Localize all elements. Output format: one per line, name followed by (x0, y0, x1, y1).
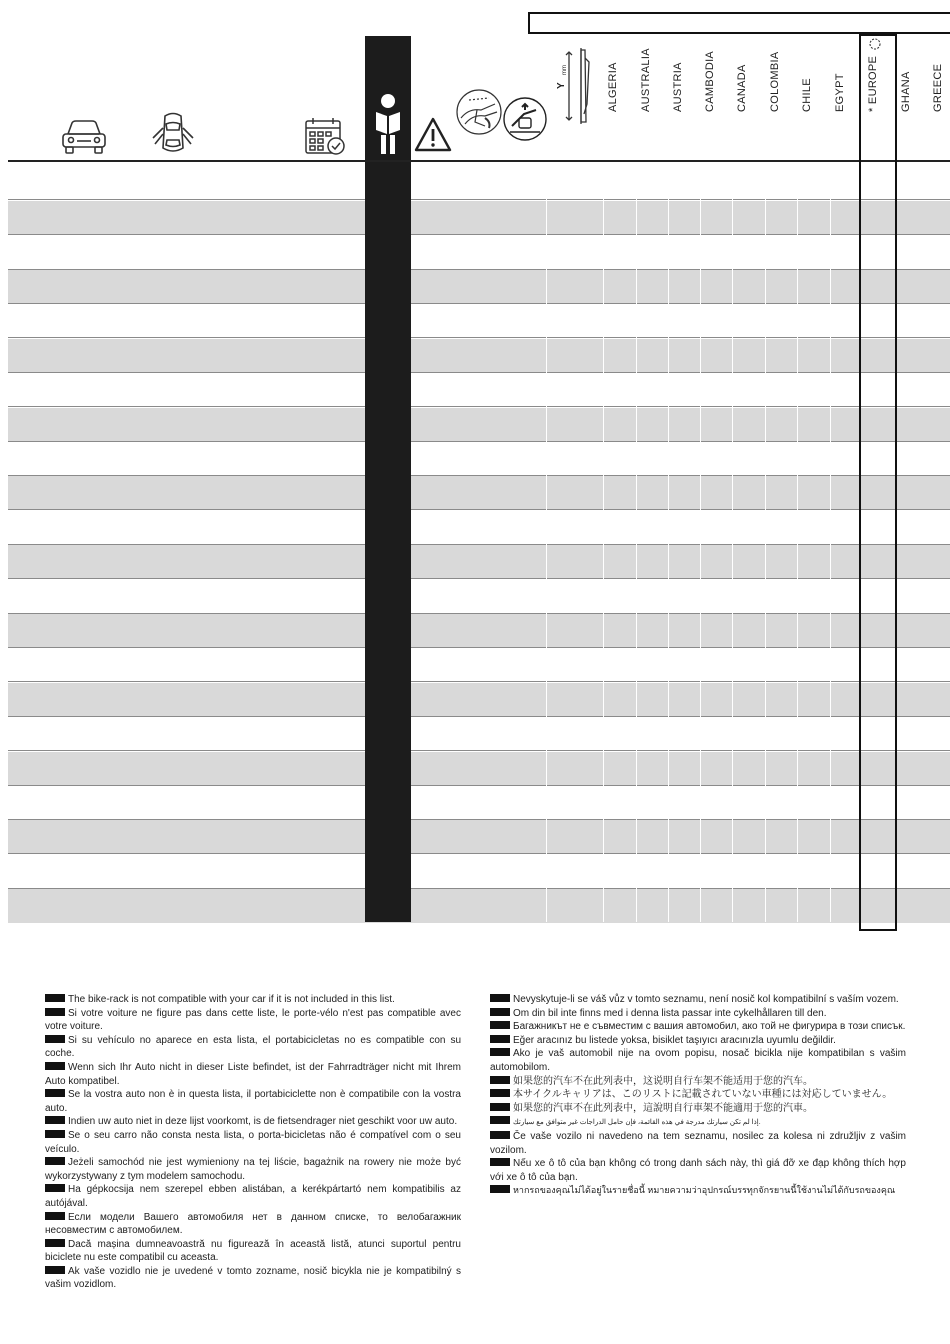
table-row (8, 717, 950, 751)
warning-icon (413, 116, 453, 154)
table-row (8, 511, 950, 545)
language-flag (490, 1131, 510, 1139)
table-row (8, 580, 950, 614)
note-item: Ak vaše vozidlo nie je uvedené v tomto zozname, nosič bicykla nie je kompatibilný s vašim vozidlom. (45, 1265, 461, 1291)
table-row (8, 201, 950, 235)
car-front-icon (60, 118, 108, 156)
language-flag (45, 1266, 65, 1274)
language-flag (490, 1116, 510, 1124)
note-item: Se o seu carro não consta nesta lista, o porta-bicicletas não é compatível com o seu veículo. (45, 1129, 461, 1155)
language-flag (45, 1157, 65, 1165)
table-row (8, 614, 950, 648)
language-flag (45, 1130, 65, 1138)
table-row (8, 408, 950, 442)
language-flag (45, 1062, 65, 1070)
note-item: Eğer aracınız bu listede yoksa, bisiklet taşıyıcı aracınızla uyumlu değildir. (490, 1034, 906, 1048)
notes-left (45, 993, 461, 1292)
table-row (8, 304, 950, 338)
country-australia: AUSTRALIA (640, 48, 652, 112)
note-item: Om din bil inte finns med i denna lista passar inte cykelhållaren till den. (490, 1007, 906, 1021)
column-separator (797, 162, 798, 922)
language-flag (45, 1212, 65, 1220)
country-chile: CHILE (801, 78, 813, 112)
table-row (8, 545, 950, 579)
manual-column-body (365, 162, 411, 922)
language-flag (490, 1035, 510, 1043)
language-flag (45, 1035, 65, 1043)
language-flag (490, 1185, 510, 1193)
note-item: หากรถของคุณไม่ได้อยู่ในรายชื่อนี้ หมายความว่าอุปกรณ์บรรทุกจักรยานนี้ใช้งานไม่ได้กับรถของคุณ (490, 1184, 906, 1198)
country-canada: CANADA (736, 64, 748, 112)
language-flag (45, 994, 65, 1002)
bike-rack-wheel-icon (502, 96, 548, 142)
header-frame (528, 12, 950, 34)
language-flag (490, 1158, 510, 1166)
note-item: إذا لم تكن سيارتك مدرجة في هذه القائمة، فإن حامل الدراجات غير متوافق مع سيارتك. (490, 1115, 906, 1130)
column-separator (765, 162, 766, 922)
table-row (8, 236, 950, 270)
measure-y-icon (555, 44, 599, 128)
language-flag (490, 1103, 510, 1111)
language-flag (45, 1089, 65, 1097)
car-top-view-icon (150, 110, 196, 156)
table-row (8, 648, 950, 682)
language-flag (45, 1008, 65, 1016)
europe-column-frame (859, 34, 897, 931)
language-flag (490, 1089, 510, 1097)
column-separator (668, 162, 669, 922)
note-item: 如果您的汽车不在此列表中，这说明自行车架不能适用于您的汽车。 (490, 1075, 906, 1089)
note-item: Dacă mașina dumneavoastră nu figurează în această listă, atunci suportul pentru biciclete nu este compatibil cu aceasta. (45, 1238, 461, 1264)
note-item: 如果您的汽車不在此列表中，這說明自行車架不能適用于您的汽車。 (490, 1102, 906, 1116)
note-item: Nevyskytuje-li se váš vůz v tomto seznamu, není nosič kol kompatibilní s vaším vozem. (490, 993, 906, 1007)
note-item: Если модели Вашего автомобиля нет в данном списке, то велобагажник несовместим с автомобилем. (45, 1211, 461, 1237)
column-separator (546, 162, 547, 922)
country-greece: GREECE (932, 63, 944, 112)
note-item: The bike-rack is not compatible with your car if it is not included in this list. (45, 993, 461, 1007)
note-item: 本サイクルキャリアは、このリストに記載されていない車種には対応していません。 (490, 1088, 906, 1102)
note-item: Če vaše vozilo ni navedeno na tem seznamu, nosilec za kolesa ni združljiv z vašim vozilom. (490, 1130, 906, 1156)
bike-rack-strap-icon (455, 88, 505, 136)
language-flag (490, 1076, 510, 1084)
column-separator (700, 162, 701, 922)
table-row (8, 820, 950, 854)
country-egypt: EGYPT (834, 73, 846, 112)
table-row (8, 786, 950, 820)
table-row (8, 442, 950, 476)
measure-y-unit: mm (562, 65, 568, 75)
note-item: Nếu xe ô tô của bạn không có trong danh sách này, thì giá đỡ xe đạp không thích hợp với xe ô tô của bạn. (490, 1158, 906, 1183)
table-row (8, 270, 950, 304)
note-item: Si su vehículo no aparece en esta lista, el portabicicletas no es compatible con su coche. (45, 1034, 461, 1060)
country-austria: AUSTRIA (672, 62, 684, 112)
language-flag (490, 994, 510, 1002)
language-flag (490, 1021, 510, 1029)
header-rule (8, 160, 950, 162)
measure-y-label: Y (556, 82, 567, 89)
column-separator (636, 162, 637, 922)
note-item: Se la vostra auto non è in questa lista, il portabiciclette non è compatibile con la vostra auto. (45, 1089, 461, 1114)
note-item: Ha gépkocsija nem szerepel ebben alistában, a kerékpártartó nem kompatibilis az autójával. (45, 1184, 461, 1209)
table-row (8, 752, 950, 786)
table-row (8, 683, 950, 717)
column-separator (603, 162, 604, 922)
language-flag (45, 1184, 65, 1192)
country-ghana: GHANA (900, 71, 912, 112)
table-row (8, 166, 950, 200)
note-item: Багажникът не е съвместим с вашия автомобил, ако той не фигурира в този списък. (490, 1020, 906, 1034)
column-separator (732, 162, 733, 922)
table-row (8, 339, 950, 373)
table-row (8, 889, 950, 923)
country-algeria: ALGERIA (607, 62, 619, 112)
note-item: Wenn sich Ihr Auto nicht in dieser Liste befindet, ist der Fahrradträger nicht mit Ihrem Auto kompatibel. (45, 1061, 461, 1087)
note-item: Ako je vaš automobil nije na ovom popisu, nosač bicikla nije kompatibilan s vašim automobilom. (490, 1048, 906, 1073)
language-flag (45, 1116, 65, 1124)
note-item: Si votre voiture ne figure pas dans cette liste, le porte-vélo n'est pas compatible avec votre voiture. (45, 1007, 461, 1033)
notes-right (490, 993, 906, 1198)
country-europe: * EUROPE (867, 55, 879, 112)
column-separator (830, 162, 831, 922)
language-flag (45, 1239, 65, 1247)
table-row (8, 373, 950, 407)
note-item: Jeżeli samochód nie jest wymieniony na tej liście, bagażnik na rowery nie może być wykorzystywany z tym modelem samochodu. (45, 1157, 461, 1182)
reading-person-icon (370, 92, 406, 156)
table-row (8, 855, 950, 889)
language-flag (490, 1048, 510, 1056)
calendar-check-icon (304, 116, 346, 156)
note-item: Indien uw auto niet in deze lijst voorkomt, is de fietsendrager niet geschikt voor uw auto. (45, 1115, 461, 1129)
language-flag (490, 1008, 510, 1016)
country-colombia: COLOMBIA (769, 51, 781, 112)
country-cambodia: CAMBODIA (704, 50, 716, 112)
table-row (8, 476, 950, 510)
